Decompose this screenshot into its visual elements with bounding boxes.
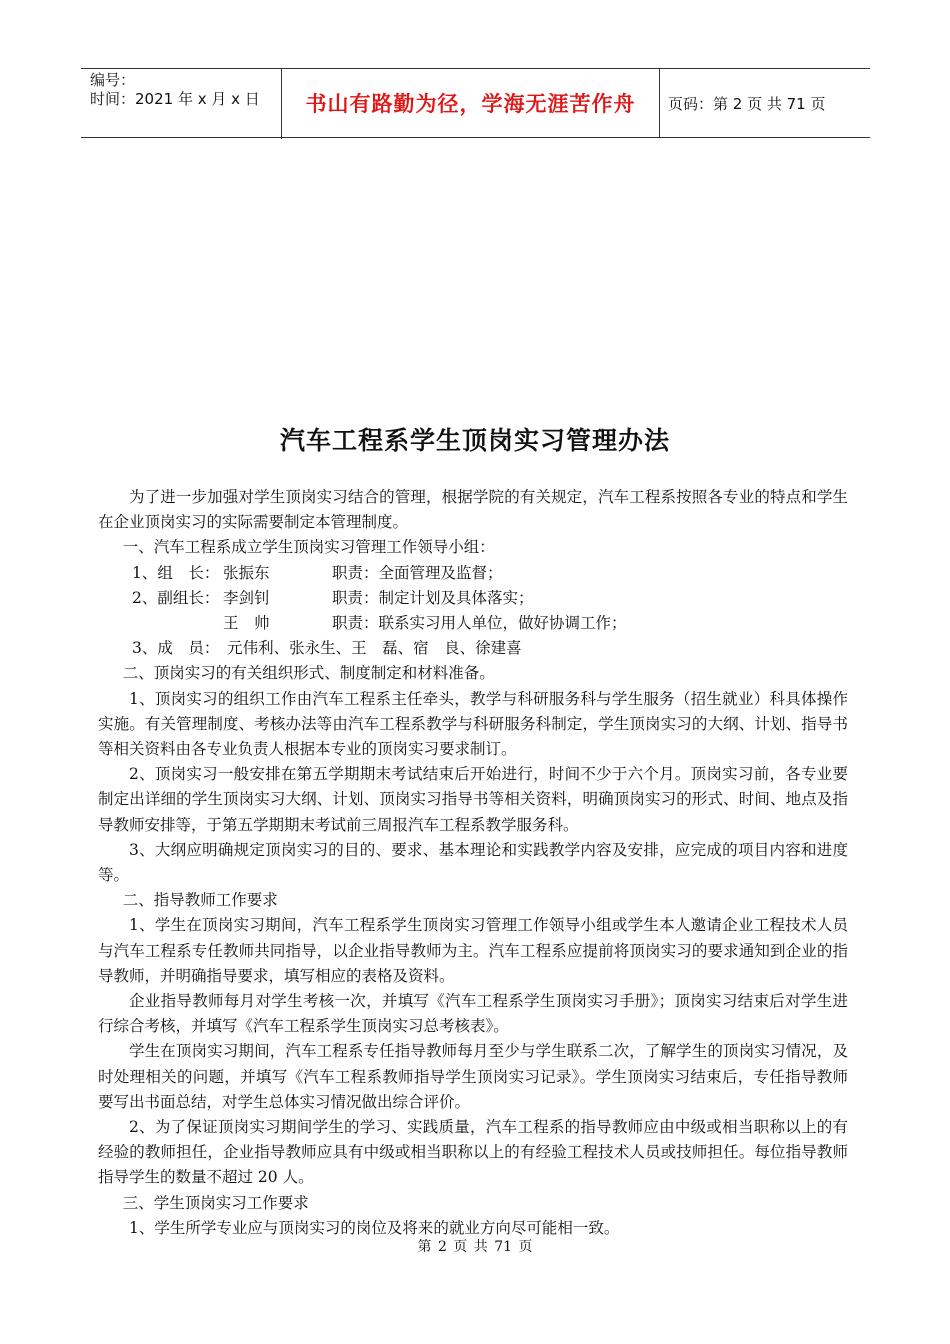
team-role: 1、组 长： [132,563,220,582]
team-name: 王 帅 [223,614,270,633]
team-role: 2、副组长： [132,588,220,607]
team-duty: 职责：制定计划及具体落实； [301,588,534,607]
team-row [98,611,848,636]
intro-paragraph: 为了进一步加强对学生顶岗实习结合的管理，根据学院的有关规定，汽车工程系按照各专业的特点和学生在企业顶岗实习的实际需要制定本管理制度。 [98,488,848,532]
paragraph: 2、顶岗实习一般安排在第五学期期末考试结束后开始进行，时间不少于六个月。顶岗实习前，各专业要制定出详细的学生顶岗实习大纲、计划、顶岗实习指导书等相关资料，明确顶岗实习的形式、时间、地点及指导教师安排等，于第五学期期末考试前三周报汽车工程系教学服务科。 [98,765,848,834]
header-motto-cell [282,69,660,137]
team-name: 张振东 [223,563,270,582]
paragraph: 2、为了保证顶岗实习期间学生的学习、实践质量，汽车工程系的指导教师应由中级或相当职称以上的有经验的教师担任，企业指导教师应具有中级或相当职称以上的有经验工程技术人员或技师担任。每位指导教师指导学生的数量不超过 20 人。 [98,1118,848,1187]
paragraph: 1、学生所学专业应与顶岗实习的岗位及将来的就业方向尽可能相一致。 [129,1218,620,1237]
header-meta [81,69,282,139]
team-name: 李剑钊 [223,588,270,607]
section-heading-instructors: 二、指导教师工作要求 [122,891,278,910]
paragraph: 3、大纲应明确规定顶岗实习的目的、要求、基本理论和实践教学内容及安排，应完成的项目内容和进度等。 [98,840,848,885]
team-row [98,561,848,586]
paragraph: 学生在顶岗实习期间，汽车工程系专任指导教师每月至少与学生联系二次，了解学生的顶岗实习情况，及时处理相关的问题，并填写《汽车工程系教师指导学生顶岗实习记录》。学生顶岗实习结束后，专任指导教师要写出书面总结，对学生总体实习情况做出综合评价。 [98,1042,848,1111]
document-title: 汽车工程系学生顶岗实习管理办法 [279,426,670,455]
doc-date-label: 时间：2021 年 x 月 x 日 [90,90,260,108]
team-duty: 职责：联系实习用人单位，做好协调工作； [301,614,627,633]
header-motto: 书山有路勤为径，学海无涯苦作舟 [305,92,636,116]
team-duty: 职责：全面管理及监督； [301,563,503,582]
team-row [98,586,848,611]
header-page-info: 页码：第 2 页 共 71 页 [668,94,826,113]
team-role [98,611,223,636]
section-heading-organization: 二、顶岗实习的有关组织形式、制度制定和材料准备。 [122,664,495,683]
team-members-row [98,636,848,661]
doc-code-label: 编号： [90,71,136,89]
team-members: 3、成 员： 元伟利、张永生、王 磊、宿 良、徐建喜 [132,639,522,658]
page-footer: 第 2 页 共 71 页 [417,1239,533,1255]
section-heading-students: 三、学生顶岗实习工作要求 [122,1193,309,1212]
page-header [81,68,870,138]
paragraph: 企业指导教师每月对学生考核一次，并填写《汽车工程系学生顶岗实习手册》；顶岗实习结束后对学生进行综合考核，并填写《汽车工程系学生顶岗实习总考核表》。 [98,992,848,1036]
paragraph: 1、顶岗实习的组织工作由汽车工程系主任牵头，教学与科研服务科与学生服务（招生就业）科具体操作实施。有关管理制度、考核办法等由汽车工程系教学与科研服务科制定，学生顶岗实习的大纲、计划、指导书等相关资料由各专业负责人根据本专业的顶岗实习要求制订。 [98,689,848,759]
paragraph: 1、学生在顶岗实习期间，汽车工程系学生顶岗实习管理工作领导小组或学生本人邀请企业工程技术人员与汽车工程系专任教师共同指导，以企业指导教师为主。汽车工程系应提前将顶岗实习的要求通知到企业的指导教师，并明确指导要求，填写相应的表格及资料。 [98,916,848,985]
document-body [98,485,848,1241]
section-heading-team: 一、汽车工程系成立学生顶岗实习管理工作领导小组： [122,538,495,557]
